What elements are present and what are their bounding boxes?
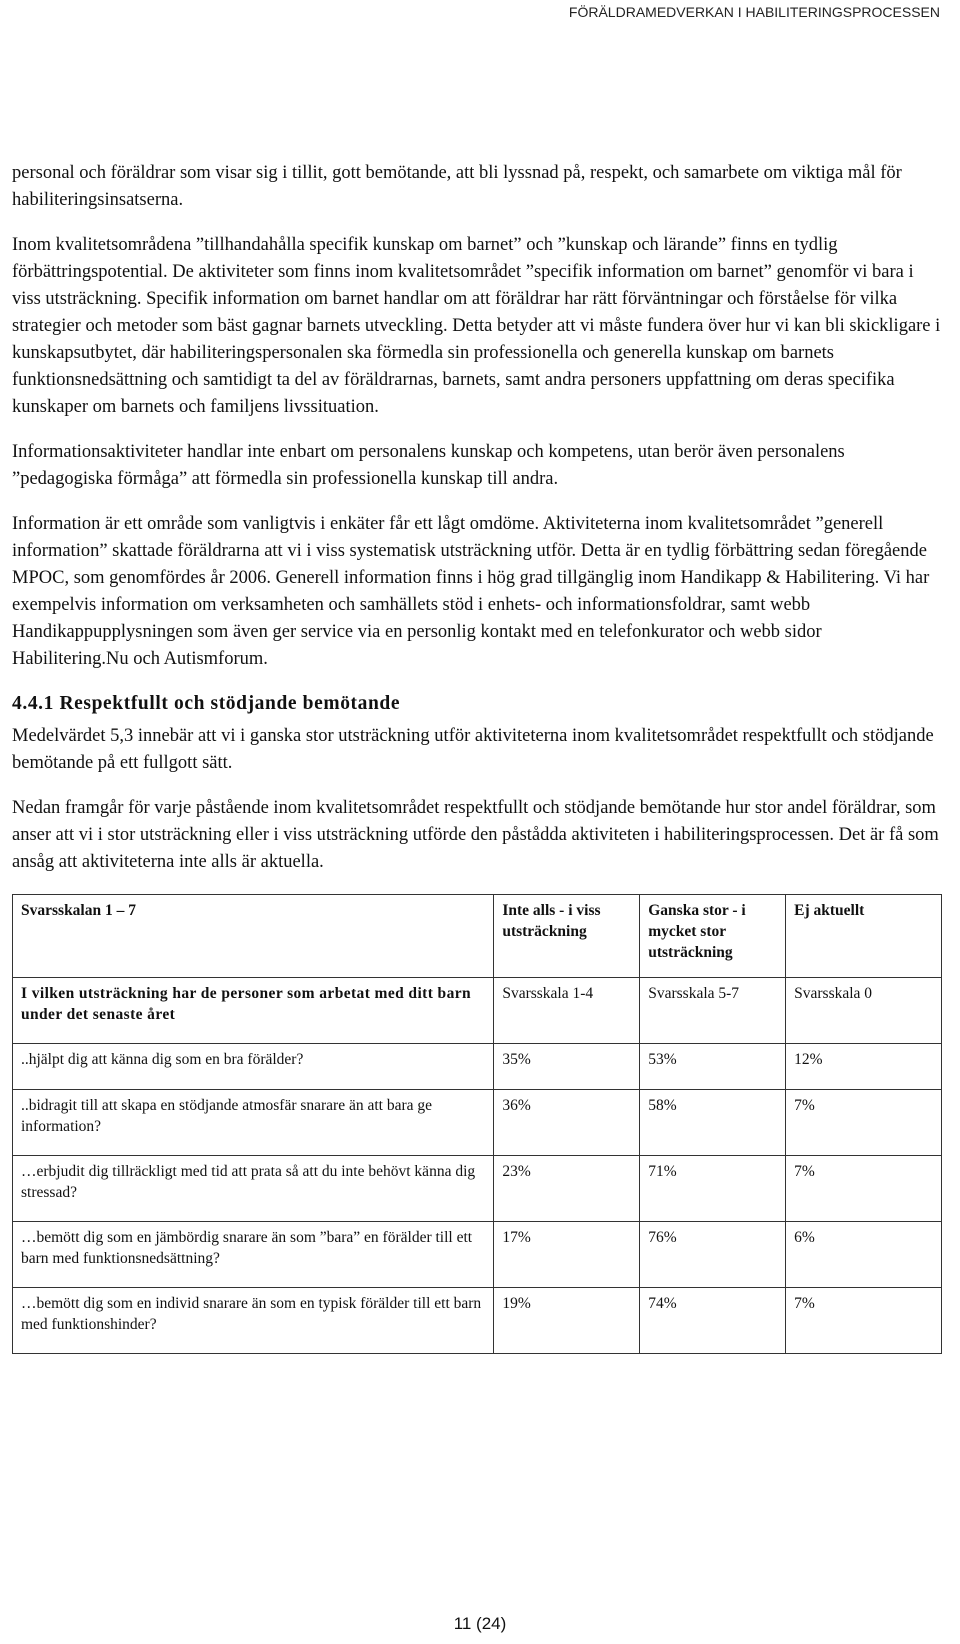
- table-cell: ..bidragit till att skapa en stödjande atmosfär snarare än att bara ge information?: [13, 1090, 494, 1156]
- table-cell: I vilken utsträckning har de personer som arbetat med ditt barn under det senaste året: [13, 978, 494, 1044]
- table-cell: 35%: [494, 1044, 640, 1090]
- table-row: [13, 1288, 942, 1354]
- page-number: 11 (24): [453, 1614, 507, 1633]
- table-cell: …erbjudit dig tillräckligt med tid att prata så att du inte behövt känna dig stressad?: [13, 1156, 494, 1222]
- table-cell: 7%: [786, 1156, 942, 1222]
- table-cell: Svarsskala 5-7: [640, 978, 786, 1044]
- table-cell: 17%: [494, 1222, 640, 1288]
- paragraph: Nedan framgår för varje påstående inom kvalitetsområdet respektfullt och stödjande bemötande hur stor andel föräldrar, som anser att vi i stor utsträckning eller i viss utsträckning utförde den påstådda aktiviteten i habiliteringsprocessen. Det är få som ansåg att aktiviteterna inte alls är aktuella.: [12, 798, 939, 872]
- table-cell: 76%: [640, 1222, 786, 1288]
- paragraph: Informationsaktiviteter handlar inte enbart om personalens kunskap och kompetens, utan berör även personalens ”pedagogiska förmåga” att förmedla sin professionella kunskap till andra.: [12, 442, 845, 489]
- results-table: [12, 894, 942, 1354]
- table-header-cell: Ej aktuellt: [786, 895, 942, 978]
- table-header-cell: Svarsskalan 1 – 7: [13, 895, 494, 978]
- running-header: FÖRÄLDRAMEDVERKAN I HABILITERINGSPROCESSEN: [568, 4, 940, 20]
- section-heading: 4.4.1 Respektfullt och stödjande bemötande: [12, 693, 401, 714]
- table-subheader-row: [13, 978, 942, 1044]
- paragraph: personal och föräldrar som visar sig i tillit, gott bemötande, att bli lyssnad på, respekt, och samarbete om viktiga mål för habiliteringsinsatserna.: [12, 163, 902, 210]
- paragraph: Medelvärdet 5,3 innebär att vi i ganska stor utsträckning utför aktiviteterna inom kvalitetsområdet respektfullt och stödjande bemötande på ett fullgott sätt.: [12, 726, 934, 773]
- table-cell: 12%: [786, 1044, 942, 1090]
- table-cell: 23%: [494, 1156, 640, 1222]
- table-cell: 58%: [640, 1090, 786, 1156]
- table-row: [13, 1156, 942, 1222]
- table-cell: 74%: [640, 1288, 786, 1354]
- table-header-cell: Ganska stor - i mycket stor utsträckning: [640, 895, 786, 978]
- paragraph: Information är ett område som vanligtvis i enkäter får ett lågt omdöme. Aktiviteterna inom kvalitetsområdet ”generell information” skattade föräldrarna att vi i viss systematisk utsträckning utför. Detta är en tydlig förbättring sedan föregående MPOC, som genomfördes år 2006. Generell information finns i hög grad tillgänglig inom Handikapp & Habilitering. Vi har exempelvis information om verksamheten och samhällets stöd i enhets- och informationsfoldrar, samt webb Handikappupplysningen som även ger service via en personlig kontakt med en telefonkurator och webb sidor Habilitering.Nu och Autismforum.: [12, 514, 930, 669]
- table-cell: Svarsskala 0: [786, 978, 942, 1044]
- table-cell: 19%: [494, 1288, 640, 1354]
- table-header-row: [13, 895, 942, 978]
- table-cell: 6%: [786, 1222, 942, 1288]
- table-cell: Svarsskala 1-4: [494, 978, 640, 1044]
- table-row: [13, 1222, 942, 1288]
- table-cell: 7%: [786, 1288, 942, 1354]
- table-header-cell: Inte alls - i viss utsträckning: [494, 895, 640, 978]
- table-cell: 71%: [640, 1156, 786, 1222]
- table-cell: 36%: [494, 1090, 640, 1156]
- table-cell: …bemött dig som en individ snarare än som en typisk förälder till ett barn med funktionshinder?: [13, 1288, 494, 1354]
- document-body: [12, 160, 942, 1354]
- table-cell: 7%: [786, 1090, 942, 1156]
- table-row: [13, 1090, 942, 1156]
- table-cell: ..hjälpt dig att känna dig som en bra förälder?: [13, 1044, 494, 1090]
- table-row: [13, 1044, 942, 1090]
- table-cell: 53%: [640, 1044, 786, 1090]
- table-cell: …bemött dig som en jämbördig snarare än som ”bara” en förälder till ett barn med funktionsnedsättning?: [13, 1222, 494, 1288]
- paragraph: Inom kvalitetsområdena ”tillhandahålla specifik kunskap om barnet” och ”kunskap och lärande” finns en tydlig förbättringspotential. De aktiviteter som finns inom kvalitetsområdet ”specifik information om barnet” genomför vi bara i viss utsträckning. Specifik information om barnet handlar om att föräldrar har rätt förväntningar och förståelse för vilka strategier och metoder som bäst gagnar barnets utveckling. Detta betyder att vi måste fundera över hur vi kan bli skickligare i kunskapsutbytet, där habiliteringspersonalen ska förmedla sin professionella och generella kunskap om barnets funktionsnedsättning och samtidigt ta del av föräldrarnas, barnets, samt andra personers uppfattning om deras specifika kunskaper om barnets och familjens livssituation.: [12, 235, 941, 417]
